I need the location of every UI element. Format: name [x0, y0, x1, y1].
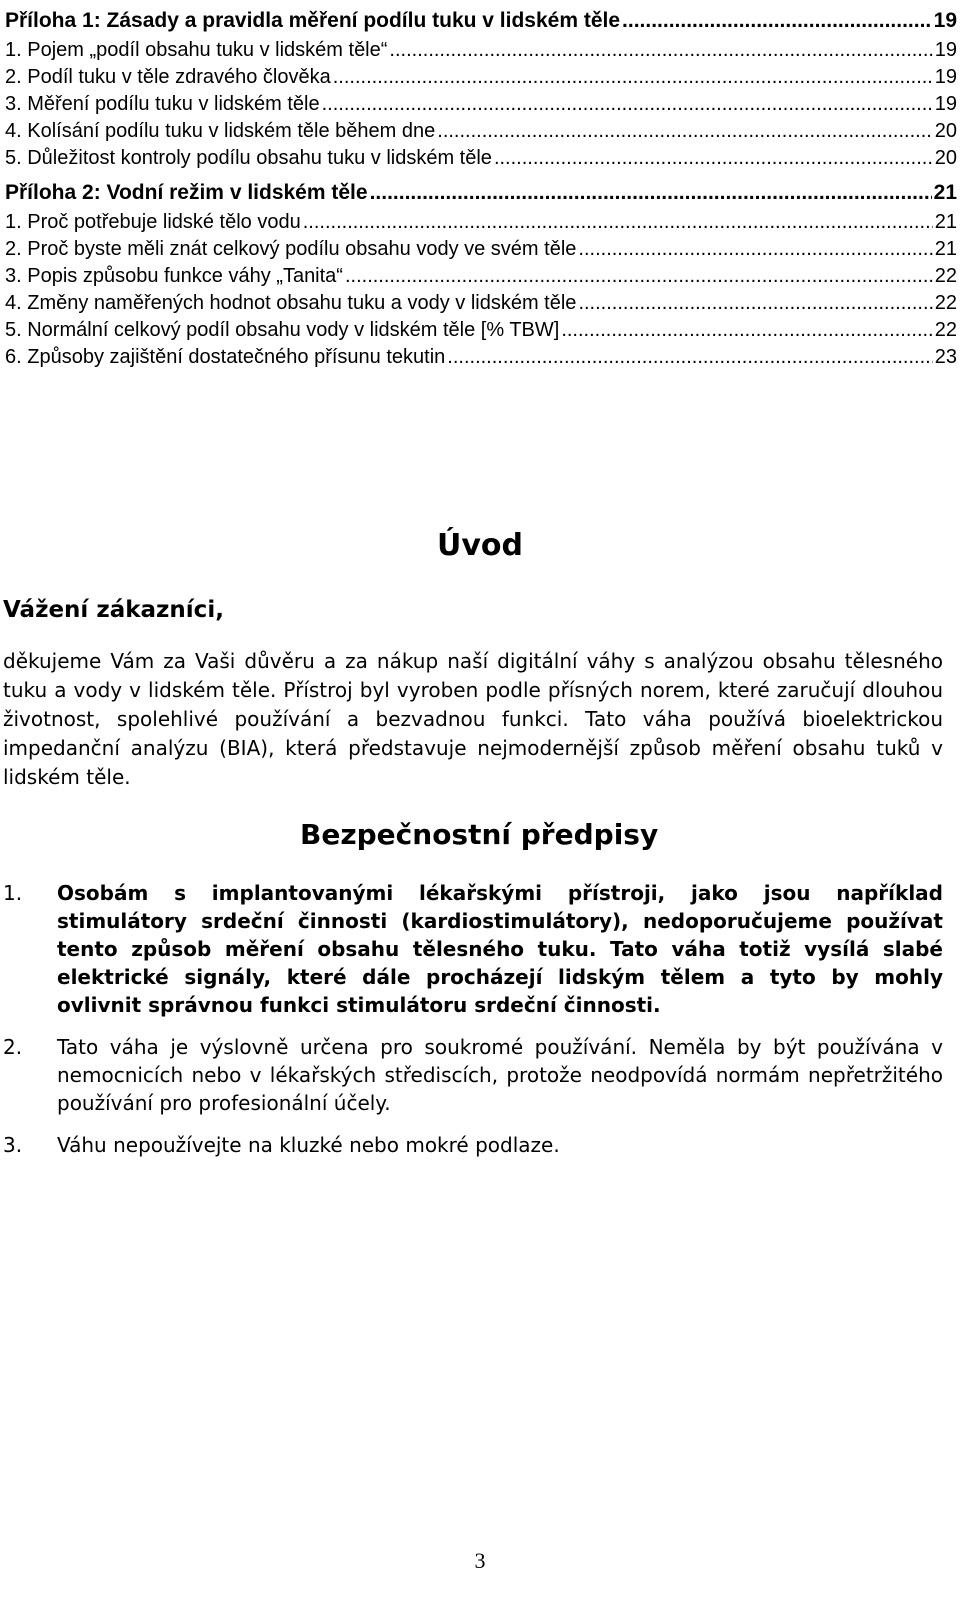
toc-entry-text: 5. Důležitost kontroly podílu obsahu tuku v lidském těle	[5, 147, 492, 169]
toc-entry-page: 22	[934, 319, 957, 341]
toc-entry-page: 22	[934, 265, 957, 287]
toc-entry[interactable]	[5, 4, 957, 37]
toc-entry[interactable]	[5, 236, 957, 263]
safety-item	[3, 1131, 943, 1159]
toc-entry-page: 23	[934, 346, 957, 368]
toc-dot-leader	[447, 344, 932, 371]
toc-entry[interactable]	[5, 145, 957, 172]
toc-entry-text: 1. Pojem „podíl obsahu tuku v lidském těle“	[5, 39, 388, 61]
toc-entry[interactable]	[5, 290, 957, 317]
toc-entry-text: 4. Změny naměřených hodnot obsahu tuku a vody v lidském těle	[5, 292, 577, 314]
toc-entry-text: 4. Kolísání podílu tuku v lidském těle během dne	[5, 120, 436, 142]
safety-title: Bezpečnostní předpisy	[300, 818, 659, 851]
toc-dot-leader	[561, 317, 932, 344]
toc-dot-leader	[322, 91, 933, 118]
toc-entry-text: Příloha 1: Zásady a pravidla měření podílu tuku v lidském těle	[5, 9, 621, 32]
page-number: 3	[474, 1548, 486, 1573]
toc-entry-page: 21	[933, 181, 957, 204]
toc-entry-text: 2. Proč byste měli znát celkový podílu obsahu vody ve svém těle	[5, 238, 577, 260]
toc-entry[interactable]	[5, 64, 957, 91]
safety-item-text: Váhu nepoužívejte na kluzké nebo mokré podlaze.	[57, 1133, 560, 1157]
toc-entry-text: Příloha 2: Vodní režim v lidském těle	[5, 181, 368, 204]
toc-entry-text: 3. Popis způsobu funkce váhy „Tanita“	[5, 265, 343, 287]
toc-entry-text: 6. Způsoby zajištění dostatečného přísunu tekutin	[5, 346, 446, 368]
intro-paragraph: děkujeme Vám za Vaši důvěru a za nákup naší digitální váhy s analýzou obsahu tělesného tuku a vody v lidském těle. Přístroj byl vyroben podle přísných norem, které zaručují dlouhou životnost, spolehlivé používání a bezvadnou funkci. Tato váha používá bioelektrickou impedanční analýzu (BIA), která představuje nejmodernější způsob měření obsahu tuků v lidském těle.	[3, 649, 943, 789]
safety-item-text: Osobám s implantovanými lékařskými přístroji, jako jsou například stimulátory srdeční činnosti (kardiostimulátory), nedoporučujeme používat tento způsob měření obsahu tělesného tuku. Tato váha totiž vysílá slabé elektrické signály, které dále procházejí lidským tělem a tyto by mohly ovlivnit správnou funkci stimulátoru srdeční činnosti.	[57, 881, 943, 1017]
toc-entry-page: 21	[934, 238, 957, 260]
safety-item-number: 3.	[3, 1133, 23, 1157]
toc-dot-leader	[578, 290, 932, 317]
toc-entry-page: 20	[934, 147, 957, 169]
toc-entry-text: 3. Měření podílu tuku v lidském těle	[5, 93, 320, 115]
toc-entry-text: 5. Normální celkový podíl obsahu vody v lidském těle [% TBW]	[5, 319, 560, 341]
toc-entry-page: 20	[934, 120, 957, 142]
safety-item	[3, 1033, 943, 1117]
toc-dot-leader	[370, 176, 932, 209]
toc-dot-leader	[333, 64, 933, 91]
toc-entry-page: 21	[934, 211, 957, 233]
toc-entry[interactable]	[5, 91, 957, 118]
safety-item-text: Tato váha je výslovně určena pro soukromé používání. Neměla by být používána v nemocnicích nebo v lékařských střediscích, protože neodpovídá normám nepřetržitého používání pro profesionální účely.	[57, 1035, 943, 1115]
intro-title: Úvod	[436, 528, 523, 563]
toc-dot-leader	[494, 145, 933, 172]
greeting: Vážení zákazníci,	[3, 597, 224, 623]
toc-dot-leader	[578, 236, 932, 263]
toc-entry-page: 19	[934, 39, 957, 61]
toc-entry[interactable]	[5, 317, 957, 344]
safety-item	[3, 879, 943, 1019]
toc-entry-text: 2. Podíl tuku v těle zdravého člověka	[5, 66, 331, 88]
toc-entry[interactable]	[5, 263, 957, 290]
safety-item-number: 1.	[3, 881, 23, 905]
toc-entry[interactable]	[5, 118, 957, 145]
safety-list	[3, 879, 943, 1173]
toc-dot-leader	[345, 263, 933, 290]
toc-dot-leader	[437, 118, 932, 145]
toc-dot-leader	[303, 209, 933, 236]
toc-entry-text: 1. Proč potřebuje lidské tělo vodu	[5, 211, 301, 233]
toc-entry[interactable]	[5, 37, 957, 64]
toc-entry-page: 19	[934, 66, 957, 88]
table-of-contents	[5, 4, 957, 371]
toc-entry[interactable]	[5, 344, 957, 371]
toc-entry-page: 19	[933, 9, 957, 32]
toc-entry-page: 19	[934, 93, 957, 115]
toc-dot-leader	[622, 4, 932, 37]
safety-item-number: 2.	[3, 1035, 23, 1059]
toc-entry[interactable]	[5, 176, 957, 209]
toc-entry[interactable]	[5, 209, 957, 236]
toc-entry-page: 22	[934, 292, 957, 314]
toc-dot-leader	[389, 37, 932, 64]
